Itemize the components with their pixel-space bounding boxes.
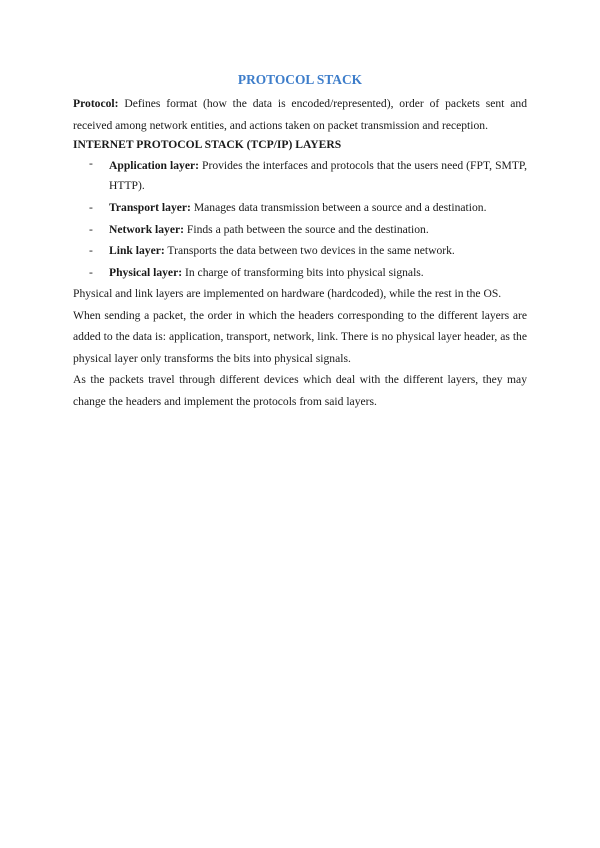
layer-name: Network layer:	[109, 222, 185, 236]
bullet-dash: -	[89, 157, 93, 170]
layer-description: Transports the data between two devices in the same network.	[167, 244, 455, 257]
body-paragraph: Physical and link layers are implemented on hardware (hardcoded), while the rest in the OS.	[73, 287, 502, 300]
protocol-term: Protocol:	[73, 97, 119, 110]
layer-name: Application layer:	[109, 159, 199, 172]
bullet-dash: -	[89, 265, 93, 279]
document-page	[73, 70, 527, 412]
stack-heading: INTERNET PROTOCOL STACK (TCP/IP) LAYERS	[73, 138, 342, 151]
bullet-dash: -	[89, 201, 93, 214]
layer-name: Transport layer:	[109, 201, 191, 214]
layer-list	[73, 154, 527, 283]
bullet-dash: -	[89, 244, 93, 257]
layer-description: In charge of transforming bits into physical signals.	[185, 265, 424, 279]
protocol-definition-text: Defines format (how the data is encoded/represented), order of packets sent and received among network entities, and actions taken on packet transmission and reception.	[73, 97, 527, 132]
layer-description: Manages data transmission between a source and a destination.	[193, 201, 487, 214]
page-title: PROTOCOL STACK	[237, 72, 363, 87]
layer-description: Finds a path between the source and the destination.	[186, 222, 429, 236]
layer-name: Physical layer:	[109, 265, 183, 279]
bullet-dash: -	[89, 222, 93, 236]
layer-description: Provides the interfaces and protocols that the users need (FPT, SMTP, HTTP).	[109, 159, 527, 192]
list-item	[73, 154, 527, 197]
list-item	[73, 262, 527, 284]
body-paragraph: When sending a packet, the order in which the headers corresponding to the different layers are added to the data is: application, transport, network, link. There is no physical layer header, as the physical layer only transforms the bits into physical signals.	[73, 308, 527, 365]
body-paragraph: As the packets travel through different devices which deal with the different layers, they may change the headers and implement the protocols from said layers.	[73, 373, 527, 408]
list-item	[73, 240, 527, 262]
list-item	[73, 219, 527, 241]
protocol-definition	[73, 93, 527, 136]
layer-name: Link layer:	[109, 244, 165, 257]
list-item	[73, 197, 527, 219]
